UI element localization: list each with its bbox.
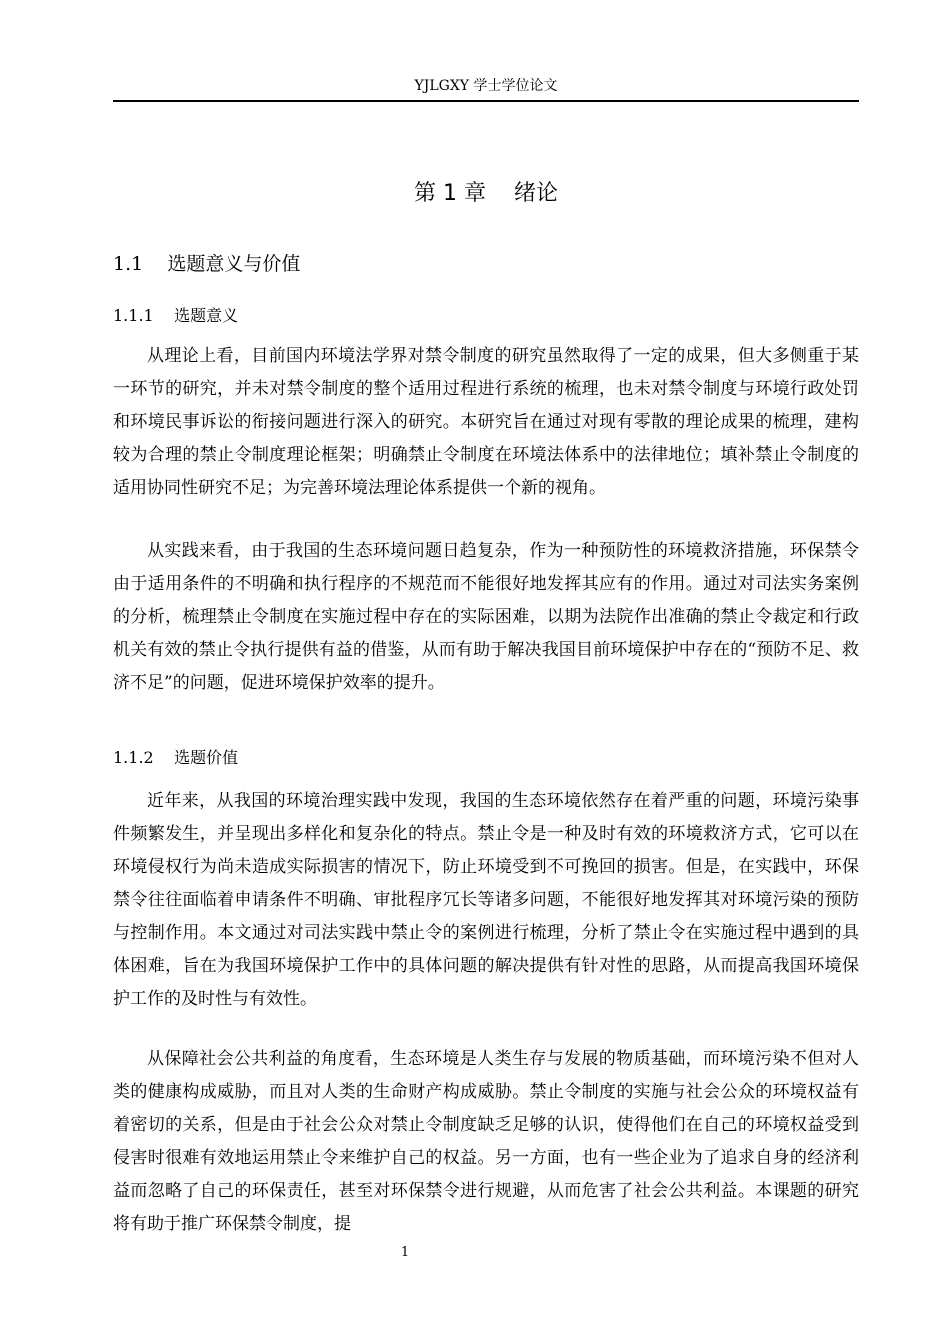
page-number: 1 bbox=[400, 1245, 410, 1260]
subsection-title: 选题价值 bbox=[174, 748, 239, 767]
subsection-title: 选题意义 bbox=[174, 306, 239, 325]
subsection-heading-1 bbox=[113, 304, 238, 328]
paragraph: 从实践来看，由于我国的生态环境问题日趋复杂，作为一种预防性的环境救济措施，环保禁令由于适用条件的不明确和执行程序的不规范而不能很好地发挥其应有的作用。通过对司法实务案例的分析，梳理禁止令制度在实施过程中存在的实际困难，以期为法院作出准确的禁止令裁定和行政机关有效的禁止令执行提供有益的借鉴，从而有助于解决我国目前环境保护中存在的“预防不足、救济不足”的问题，促进环境保护效率的提升。 bbox=[113, 541, 859, 693]
subsection-heading-2 bbox=[113, 746, 238, 770]
section-number: 1.1 bbox=[113, 253, 144, 275]
paragraph: 近年来，从我国的环境治理实践中发现，我国的生态环境依然存在着严重的问题，环境污染事件频繁发生，并呈现出多样化和复杂化的特点。禁止令是一种及时有效的环境救济方式，它可以在环境侵权行为尚未造成实际损害的情况下，防止环境受到不可挽回的损害。但是，在实践中，环保禁令往往面临着申请条件不明确、审批程序冗长等诸多问题，不能很好地发挥其对环境污染的预防与控制作用。本文通过对司法实践中禁止令的案例进行梳理，分析了禁止令在实施过程中遇到的具体困难，旨在为我国环境保护工作中的具体问题的解决提供有针对性的思路，从而提高我国环境保护工作的及时性与有效性。 bbox=[113, 791, 859, 1009]
paragraph: 从保障社会公共利益的角度看，生态环境是人类生存与发展的物质基础，而环境污染不但对人类的健康构成威胁，而且对人类的生命财产构成威胁。禁止令制度的实施与社会公众的环境权益有着密切的关系，但是由于社会公众对禁止令制度缺乏足够的认识，使得他们在自己的环境权益受到侵害时很难有效地运用禁止令来维护自己的权益。另一方面，也有一些企业为了追求自身的经济利益而忽略了自己的环保责任，甚至对环保禁令进行规避，从而危害了社会公共利益。本课题的研究将有助于推广环保禁令制度，提 bbox=[113, 1049, 859, 1234]
running-header: YJLGXY 学士学位论文 bbox=[414, 78, 558, 94]
paragraph: 从理论上看，目前国内环境法学界对禁令制度的研究虽然取得了一定的成果，但大多侧重于某一环节的研究，并未对禁令制度的整个适用过程进行系统的梳理，也未对禁令制度与环境行政处罚和环境民事诉讼的衔接问题进行深入的研究。本研究旨在通过对现有零散的理论成果的梳理，建构较为合理的禁止令制度理论框架；明确禁止令制度在环境法体系中的法律地位；填补禁止令制度的适用协同性研究不足；为完善环境法理论体系提供一个新的视角。 bbox=[113, 346, 859, 498]
chapter-title: 第 1 章 绪论 bbox=[414, 181, 558, 206]
section-heading bbox=[113, 250, 300, 278]
subsection-number: 1.1.1 bbox=[113, 306, 154, 325]
section-title: 选题意义与价值 bbox=[167, 253, 301, 275]
header-rule bbox=[113, 100, 859, 102]
subsection-number: 1.1.2 bbox=[113, 748, 154, 767]
